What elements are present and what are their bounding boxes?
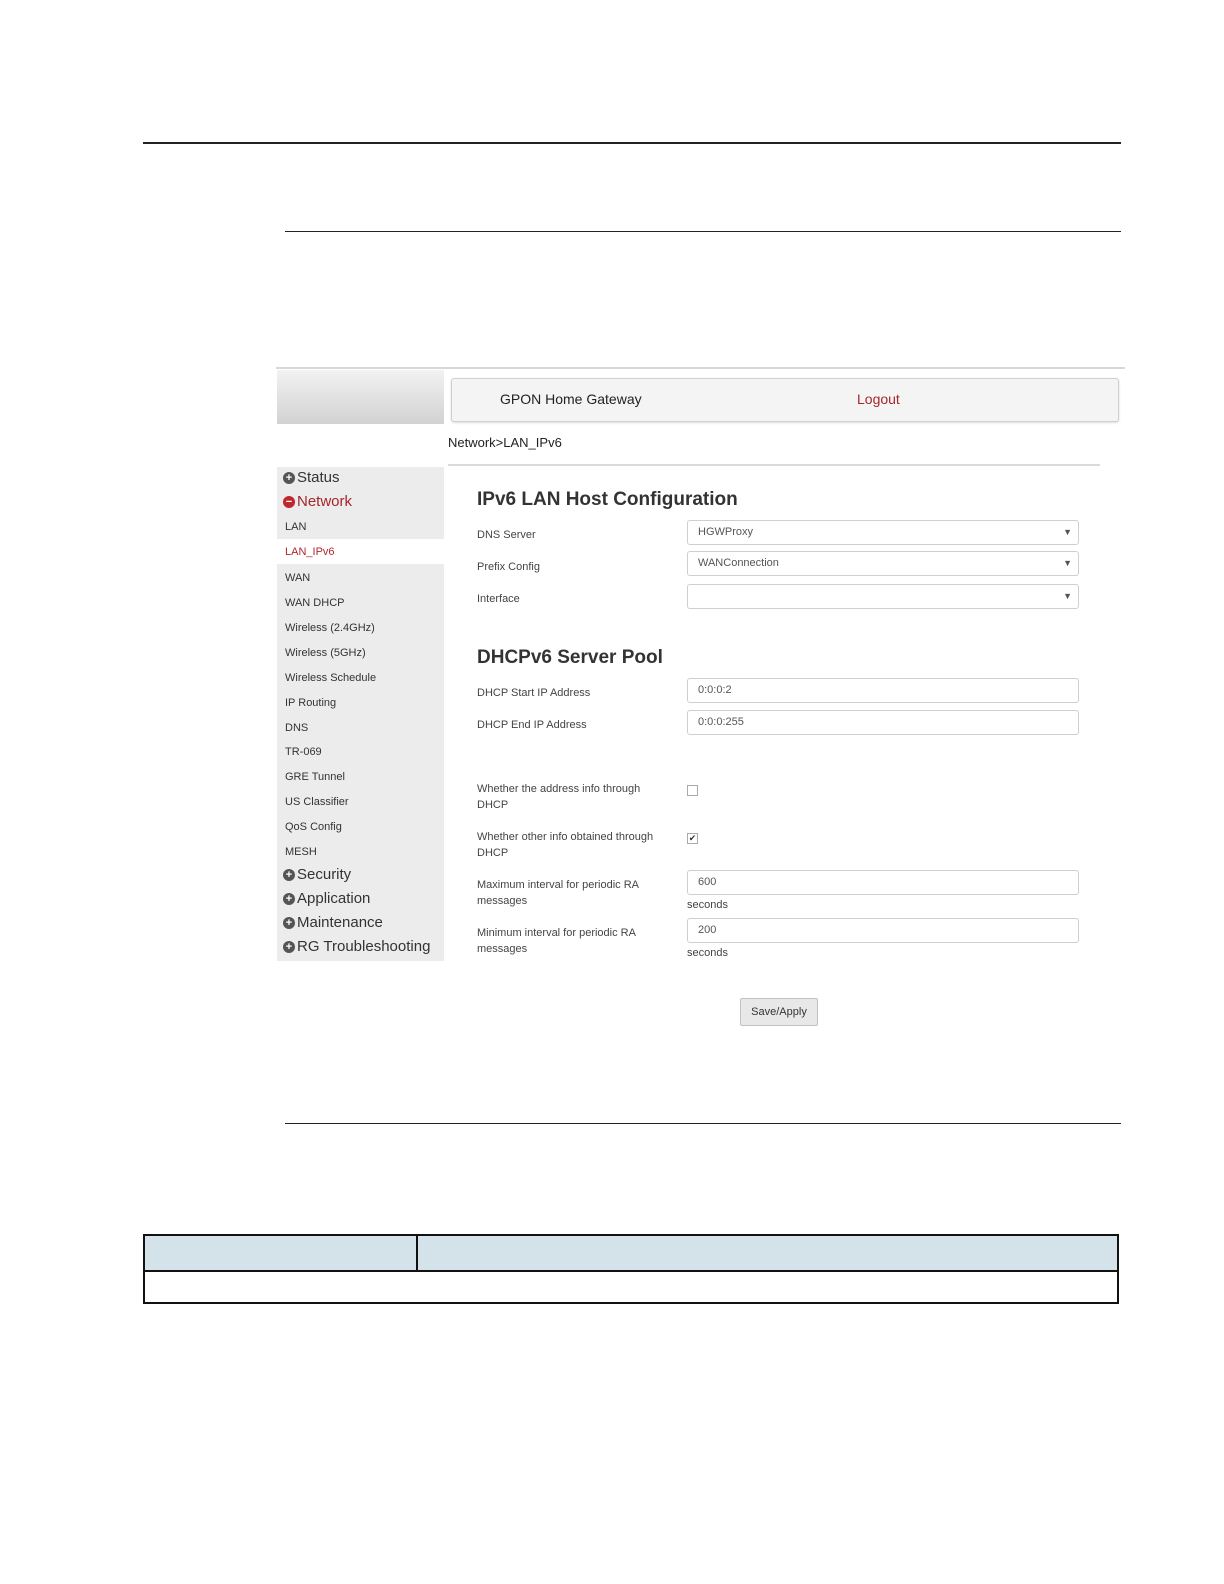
- max-ra-label: Maximum interval for periodic RA messages: [477, 879, 639, 907]
- interface-label: Interface: [477, 593, 520, 605]
- top-rule: [143, 142, 1121, 144]
- other-info-checkbox[interactable]: ✔: [688, 833, 697, 843]
- dhcp-end-label: DHCP End IP Address: [477, 719, 587, 731]
- sidebar-item-wireless-5[interactable]: Wireless (5GHz): [285, 647, 366, 659]
- breadcrumb: Network>LAN_IPv6: [448, 435, 562, 450]
- sidebar-item-mesh[interactable]: MESH: [285, 846, 317, 858]
- min-ra-unit: seconds: [687, 947, 728, 959]
- sidebar-group-rg-troubleshooting[interactable]: [283, 938, 430, 955]
- plus-icon: +: [283, 941, 295, 953]
- sidebar-group-application[interactable]: [283, 890, 370, 907]
- plus-icon: +: [283, 917, 295, 929]
- gateway-header: [451, 378, 1119, 422]
- dns-server-select[interactable]: [687, 520, 1079, 545]
- table-column-divider: [416, 1236, 418, 1270]
- sidebar-item-lan[interactable]: LAN: [285, 521, 307, 533]
- max-ra-unit: seconds: [687, 899, 728, 911]
- addr-info-label: Whether the address info through DHCP: [477, 783, 641, 811]
- minus-icon: −: [283, 496, 295, 508]
- sidebar-item-qos-config[interactable]: QoS Config: [285, 821, 342, 833]
- document-table: [143, 1234, 1119, 1304]
- dhcp-start-label: DHCP Start IP Address: [477, 687, 591, 699]
- sidebar-item-wan-dhcp[interactable]: WAN DHCP: [285, 597, 345, 609]
- sidebar-group-maintenance[interactable]: [283, 914, 383, 931]
- host-config-title: IPv6 LAN Host Configuration: [477, 489, 738, 510]
- sidebar-group-network[interactable]: [283, 493, 352, 510]
- min-ra-label: Minimum interval for periodic RA messages: [477, 927, 636, 955]
- gateway-title: GPON Home Gateway: [500, 391, 642, 407]
- prefix-config-value: WANConnection: [698, 557, 779, 569]
- sidebar-group-label: Security: [297, 866, 352, 883]
- sidebar-item-wireless-24[interactable]: Wireless (2.4GHz): [285, 622, 375, 634]
- screenshot-top-border: [276, 367, 1125, 369]
- sidebar-group-security[interactable]: [283, 866, 351, 883]
- other-info-label: Whether other info obtained through DHCP: [477, 831, 654, 859]
- sidebar-group-label: Network: [297, 493, 353, 510]
- prefix-config-select[interactable]: [687, 551, 1079, 576]
- addr-info-checkbox[interactable]: [687, 785, 698, 796]
- sidebar-item-wireless-schedule[interactable]: Wireless Schedule: [285, 672, 377, 684]
- gateway-screenshot: [276, 367, 1125, 1047]
- sidebar-group-label: Maintenance: [297, 914, 383, 931]
- min-ra-input[interactable]: 200: [687, 918, 1079, 943]
- sidebar-item-ip-routing[interactable]: IP Routing: [285, 697, 337, 709]
- chevron-down-icon: ▼: [1063, 558, 1072, 568]
- sidebar-group-status[interactable]: [283, 469, 340, 486]
- interface-select[interactable]: [687, 584, 1079, 609]
- plus-icon: +: [283, 893, 295, 905]
- plus-icon: +: [283, 472, 295, 484]
- prefix-config-label: Prefix Config: [477, 561, 540, 573]
- plus-icon: +: [283, 869, 295, 881]
- save-apply-button[interactable]: Save/Apply: [740, 998, 818, 1026]
- sidebar-group-label: Status: [297, 469, 340, 486]
- dhcp-end-input[interactable]: 0:0:0:255: [687, 710, 1079, 735]
- dhcp-start-input[interactable]: 0:0:0:2: [687, 678, 1079, 703]
- figure-top-rule: [285, 231, 1121, 232]
- sidebar-group-label: Application: [297, 890, 371, 907]
- dhcp-pool-title: DHCPv6 Server Pool: [477, 647, 663, 668]
- figure-bottom-rule: [285, 1123, 1121, 1124]
- sidebar-item-gre-tunnel[interactable]: GRE Tunnel: [285, 771, 345, 783]
- logout-link[interactable]: Logout: [857, 391, 900, 407]
- table-header-row: [145, 1236, 1117, 1272]
- sidebar-item-us-classifier[interactable]: US Classifier: [285, 796, 349, 808]
- sidebar-item-dns[interactable]: DNS: [285, 722, 309, 734]
- sidebar: [277, 467, 444, 961]
- sidebar-group-label: RG Troubleshooting: [297, 938, 431, 955]
- chevron-down-icon: ▼: [1063, 527, 1072, 537]
- max-ra-input[interactable]: 600: [687, 870, 1079, 895]
- dns-server-label: DNS Server: [477, 529, 536, 541]
- sidebar-item-wan[interactable]: WAN: [285, 572, 311, 584]
- sidebar-header: [277, 370, 444, 424]
- sidebar-item-lan-ipv6[interactable]: LAN_IPv6: [285, 546, 335, 558]
- breadcrumb-divider: [448, 464, 1100, 466]
- chevron-down-icon: ▼: [1063, 591, 1072, 601]
- sidebar-item-tr069[interactable]: TR-069: [285, 746, 322, 758]
- dns-server-value: HGWProxy: [698, 526, 753, 538]
